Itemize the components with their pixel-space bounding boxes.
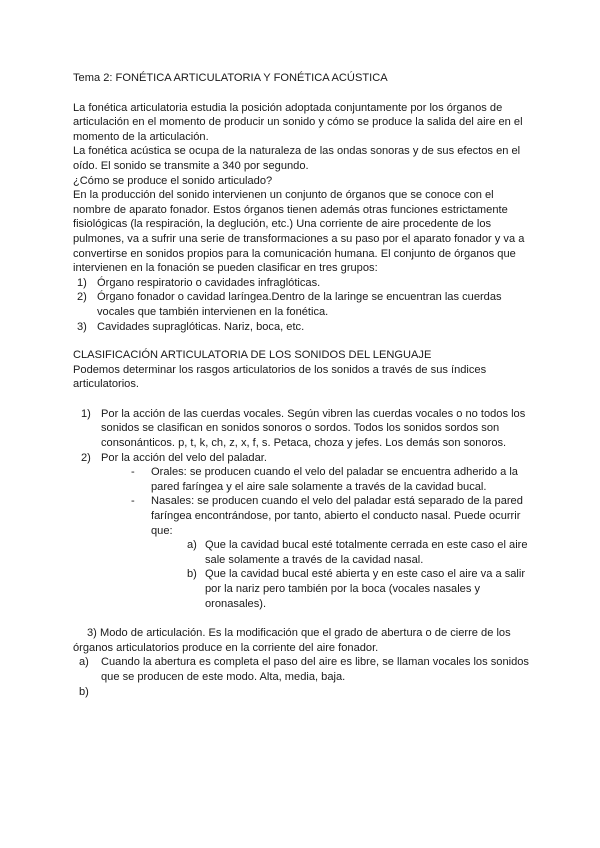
list-item bbox=[131, 494, 533, 611]
intro-paragraph: La fonética articulatoria estudia la posición adoptada conjuntamente por los órganos de articulación en el momento de producir un sonido y cómo se produce la salida del aire en el momento de la articulación. bbox=[73, 101, 523, 143]
list-letter: a) bbox=[187, 539, 197, 552]
list-item-text: Cavidades supraglóticas. Nariz, boca, etc. bbox=[97, 320, 305, 333]
list-item bbox=[73, 320, 533, 335]
nasal-cases-list bbox=[187, 538, 533, 611]
intro-paragraph: En la producción del sonido intervienen un conjunto de órganos que se conoce con el nombre de aparato fonador. Estos órganos tienen además otras funciones estrictamente fisiológicas (la respiración, la deglución, etc.) Una corriente de aire procedente de los pulmones, va a sufrir una serie de transformaciones a su paso por el aparato fonador y va a convertirse en sonidos propios para la comunicación humana. El conjunto de órganos que intervienen en la fonación se pueden clasificar en tres grupos: bbox=[73, 189, 525, 275]
organ-groups-list bbox=[73, 276, 533, 334]
list-item-text: Orales: se producen cuando el velo del paladar se encuentra adherido a la pared faríngea y el aire sale solamente a través de la cavidad bucal. bbox=[151, 466, 518, 493]
list-number: 1) bbox=[81, 407, 91, 420]
velum-types-list bbox=[131, 465, 533, 611]
list-letter: a) bbox=[79, 656, 89, 669]
section-intro: Podemos determinar los rasgos articulatorios de los sonidos a través de sus índices articulatorios. bbox=[73, 363, 487, 391]
list-number: 2) bbox=[81, 451, 91, 464]
list-item bbox=[73, 290, 533, 319]
list-item bbox=[73, 407, 533, 451]
list-letter: b) bbox=[187, 568, 197, 581]
manner-paragraph: 3) Modo de articulación. Es la modificación que el grado de abertura o de cierre de los órganos articulatorios produce en la corriente del aire fonador. bbox=[73, 627, 511, 654]
section-heading: CLASIFICACIÓN ARTICULATORIA DE LOS SONIDOS DEL LENGUAJE bbox=[73, 349, 432, 362]
spacer bbox=[73, 611, 533, 626]
intro-paragraph: La fonética acústica se ocupa de la naturaleza de las ondas sonoras y de sus efectos en el oído. El sonido se transmite a 340 por segundo. bbox=[73, 145, 521, 172]
list-item bbox=[73, 451, 533, 466]
intro-question: ¿Cómo se produce el sonido articulado? bbox=[73, 174, 273, 187]
list-item-text: Nasales: se producen cuando el velo del paladar está separado de la pared faríngea encontrándose, por tanto, abierto el conducto nasal. Puede ocurrir que: bbox=[151, 495, 523, 537]
list-item bbox=[187, 567, 533, 611]
dash-bullet: - bbox=[131, 466, 135, 479]
dash-bullet: - bbox=[131, 495, 135, 508]
list-item bbox=[187, 538, 533, 567]
list-letter: b) bbox=[79, 685, 89, 698]
list-number: 2) bbox=[77, 291, 87, 304]
list-item bbox=[131, 465, 533, 494]
document-page bbox=[73, 71, 533, 698]
list-item-text: Por la acción de las cuerdas vocales. Según vibren las cuerdas vocales o no todos los sonidos se clasifican en sonidos sonoros o sordos. Todos los sonidos sordos son consonánticos. p, t, k, ch, z, x, f, s. Petaca, choza y jefes. Los demás son sonoros. bbox=[101, 407, 526, 450]
list-number: 1) bbox=[77, 276, 87, 289]
document-title: Tema 2: FONÉTICA ARTICULATORIA Y FONÉTICA ACÚSTICA bbox=[73, 72, 388, 84]
list-item-text: Órgano fonador o cavidad laríngea.Dentro de la laringe se encuentran las cuerdas vocales que también intervienen en la fonética. bbox=[97, 291, 502, 318]
list-item bbox=[73, 276, 533, 291]
list-item-text: Que la cavidad bucal esté totalmente cerrada en este caso el aire sale solamente a través de la cavidad nasal. bbox=[205, 539, 528, 566]
list-item-text: Cuando la abertura es completa el paso del aire es libre, se llaman vocales los sonidos que se producen de este modo. Alta, media, baja. bbox=[101, 656, 529, 683]
list-item-text: Que la cavidad bucal esté abierta y en este caso el aire va a salir por la nariz pero también por la boca (vocales nasales y oronasales). bbox=[205, 568, 526, 610]
articulatory-criteria-list bbox=[73, 407, 533, 465]
list-item bbox=[73, 655, 533, 684]
list-item-text: Por la acción del velo del paladar. bbox=[101, 451, 267, 464]
manner-cases-list bbox=[73, 655, 533, 698]
list-item-text: Órgano respiratorio o cavidades infraglóticas. bbox=[97, 276, 321, 289]
spacer bbox=[73, 392, 533, 407]
list-number: 3) bbox=[77, 320, 87, 333]
